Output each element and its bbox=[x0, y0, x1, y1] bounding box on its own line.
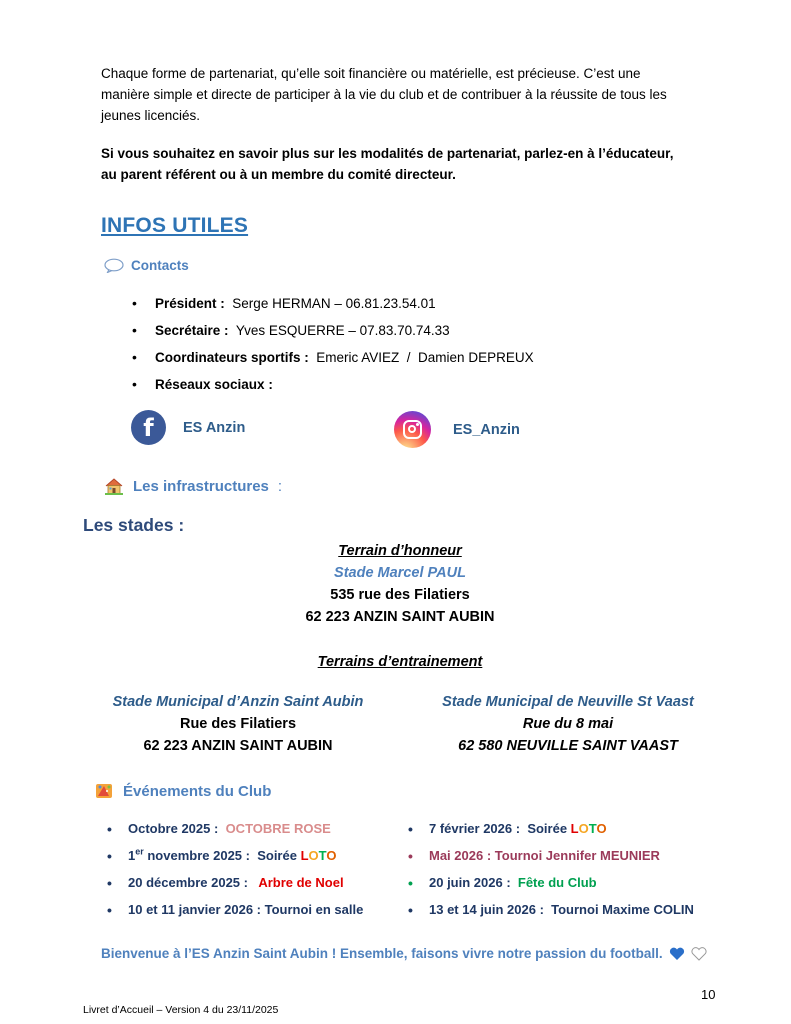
footer-text: Livret d’Accueil – Version 4 du 23/11/2025 bbox=[83, 1004, 279, 1016]
contact-label: Coordinateurs sportifs : bbox=[155, 350, 309, 365]
stade-anzin-name: Stade Municipal d’Anzin Saint Aubin bbox=[112, 694, 364, 710]
contact-value: Yves ESQUERRE – 07.83.70.74.33 bbox=[235, 323, 450, 338]
terrain-honneur-title: Terrain d’honneur bbox=[338, 543, 462, 559]
event-name: Fête du Club bbox=[517, 875, 597, 890]
event-item bbox=[405, 900, 694, 927]
contacts-subheading bbox=[104, 258, 189, 273]
event-item bbox=[104, 846, 363, 873]
event-date bbox=[128, 848, 250, 863]
terrain-honneur-block bbox=[200, 541, 600, 628]
loto-letter-o: O bbox=[578, 821, 589, 836]
facebook-link[interactable] bbox=[131, 410, 245, 445]
event-date-day: 1 bbox=[128, 848, 136, 863]
event-name: OCTOBRE ROSE bbox=[225, 821, 331, 836]
contact-coordinateurs bbox=[130, 347, 534, 374]
instagram-link[interactable] bbox=[394, 411, 520, 448]
terrains-entrainement-title-wrap bbox=[200, 652, 600, 673]
stade-neuville-city: 62 580 NEUVILLE SAINT VAAST bbox=[458, 738, 678, 754]
loto-letter-o2: O bbox=[326, 848, 337, 863]
contact-secretaire bbox=[130, 320, 534, 347]
event-item bbox=[104, 819, 363, 846]
stade-marcel-paul: Stade Marcel PAUL bbox=[334, 565, 466, 581]
event-date: 7 février 2026 : bbox=[429, 821, 521, 836]
event-date-sup: er bbox=[135, 846, 144, 857]
contact-value: Serge HERMAN – 06.81.23.54.01 bbox=[232, 296, 436, 311]
event-name: Tournoi Maxime COLIN bbox=[551, 902, 694, 917]
contact-label: Secrétaire : bbox=[155, 323, 229, 338]
stade-anzin-street: Rue des Filatiers bbox=[179, 716, 297, 732]
event-name: Tournoi Jennifer MEUNIER bbox=[494, 848, 660, 863]
event-name-prefix: Soirée bbox=[257, 848, 301, 863]
instagram-name: ES_Anzin bbox=[453, 421, 520, 438]
instagram-icon bbox=[394, 411, 431, 448]
loto-letter-t: T bbox=[588, 821, 597, 836]
loto-letter-l: L bbox=[300, 848, 309, 863]
event-name bbox=[527, 821, 606, 836]
speech-bubble-icon bbox=[104, 258, 124, 273]
event-name: Tournoi en salle bbox=[264, 902, 364, 917]
events-list-left bbox=[104, 819, 363, 927]
stade-neuville-name: Stade Municipal de Neuville St Vaast bbox=[442, 694, 694, 710]
stade-anzin-block bbox=[78, 691, 398, 757]
welcome-text: Bienvenue à l’ES Anzin Saint Aubin ! Ensemble, faisons vivre notre passion du football. bbox=[101, 946, 663, 961]
facebook-name: ES Anzin bbox=[183, 419, 246, 436]
contact-label: Réseaux sociaux : bbox=[155, 377, 273, 392]
event-date: 10 et 11 janvier 2026 : bbox=[128, 902, 261, 917]
loto-letter-o: O bbox=[308, 848, 319, 863]
event-date: 20 juin 2026 : bbox=[429, 875, 511, 890]
infrastructures-colon: : bbox=[277, 477, 283, 495]
event-item bbox=[405, 846, 694, 873]
loto-letter-l: L bbox=[570, 821, 579, 836]
event-item bbox=[104, 873, 363, 900]
contact-president bbox=[130, 293, 534, 320]
contacts-label: Contacts bbox=[131, 258, 189, 273]
events-label: Événements du Club bbox=[123, 782, 272, 800]
honneur-street: 535 rue des Filatiers bbox=[330, 587, 470, 603]
event-item bbox=[405, 819, 694, 846]
stades-title: Les stades : bbox=[83, 515, 185, 535]
infrastructures-label: Les infrastructures bbox=[133, 477, 269, 495]
white-heart-icon bbox=[691, 947, 707, 961]
terrains-entrainement-title: Terrains d’entrainement bbox=[317, 654, 483, 670]
event-date: Mai 2026 : bbox=[429, 848, 492, 863]
event-date: Octobre 2025 : bbox=[128, 821, 219, 836]
infrastructures-subheading bbox=[104, 477, 282, 495]
event-name: Arbre de Noel bbox=[258, 875, 344, 890]
facebook-icon bbox=[131, 410, 166, 445]
events-subheading bbox=[95, 782, 271, 800]
event-item bbox=[405, 873, 694, 900]
stade-neuville-street: Rue du 8 mai bbox=[522, 716, 614, 732]
intro-paragraph: Chaque forme de partenariat, qu’elle soit financière ou matérielle, est précieuse. C’est une manière simple et directe de participer à la vie du club et de contribuer à la réussite de tous les jeunes licenciés. bbox=[101, 66, 667, 123]
event-date: 13 et 14 juin 2026 : bbox=[429, 902, 544, 917]
honneur-city: 62 223 ANZIN SAINT AUBIN bbox=[305, 609, 495, 625]
contact-label: Président : bbox=[155, 296, 225, 311]
event-item bbox=[104, 900, 363, 927]
contacts-list bbox=[130, 293, 534, 401]
event-date: 20 décembre 2025 : bbox=[128, 875, 248, 890]
events-list-right bbox=[405, 819, 694, 927]
house-icon bbox=[104, 477, 124, 495]
page-number: 10 bbox=[701, 987, 716, 1002]
section-heading-infos-utiles: INFOS UTILES bbox=[101, 214, 249, 237]
stade-neuville-block bbox=[408, 691, 728, 757]
event-name bbox=[257, 848, 336, 863]
event-date-rest: novembre 2025 : bbox=[143, 848, 250, 863]
contact-reseaux bbox=[130, 374, 534, 401]
welcome-message bbox=[101, 946, 707, 961]
facebook-glyph: f bbox=[143, 413, 154, 442]
partnership-note: Si vous souhaitez en savoir plus sur les modalités de partenariat, parlez-en à l’éducateur, au parent référent ou à un membre du comité directeur. bbox=[101, 146, 674, 182]
blue-heart-icon bbox=[669, 947, 685, 961]
loto-letter-o2: O bbox=[596, 821, 607, 836]
stade-anzin-city: 62 223 ANZIN SAINT AUBIN bbox=[143, 738, 333, 754]
event-name-prefix: Soirée bbox=[527, 821, 571, 836]
contact-value: Emeric AVIEZ / Damien DEPREUX bbox=[316, 350, 534, 365]
party-icon bbox=[95, 782, 113, 800]
loto-letter-t: T bbox=[318, 848, 327, 863]
